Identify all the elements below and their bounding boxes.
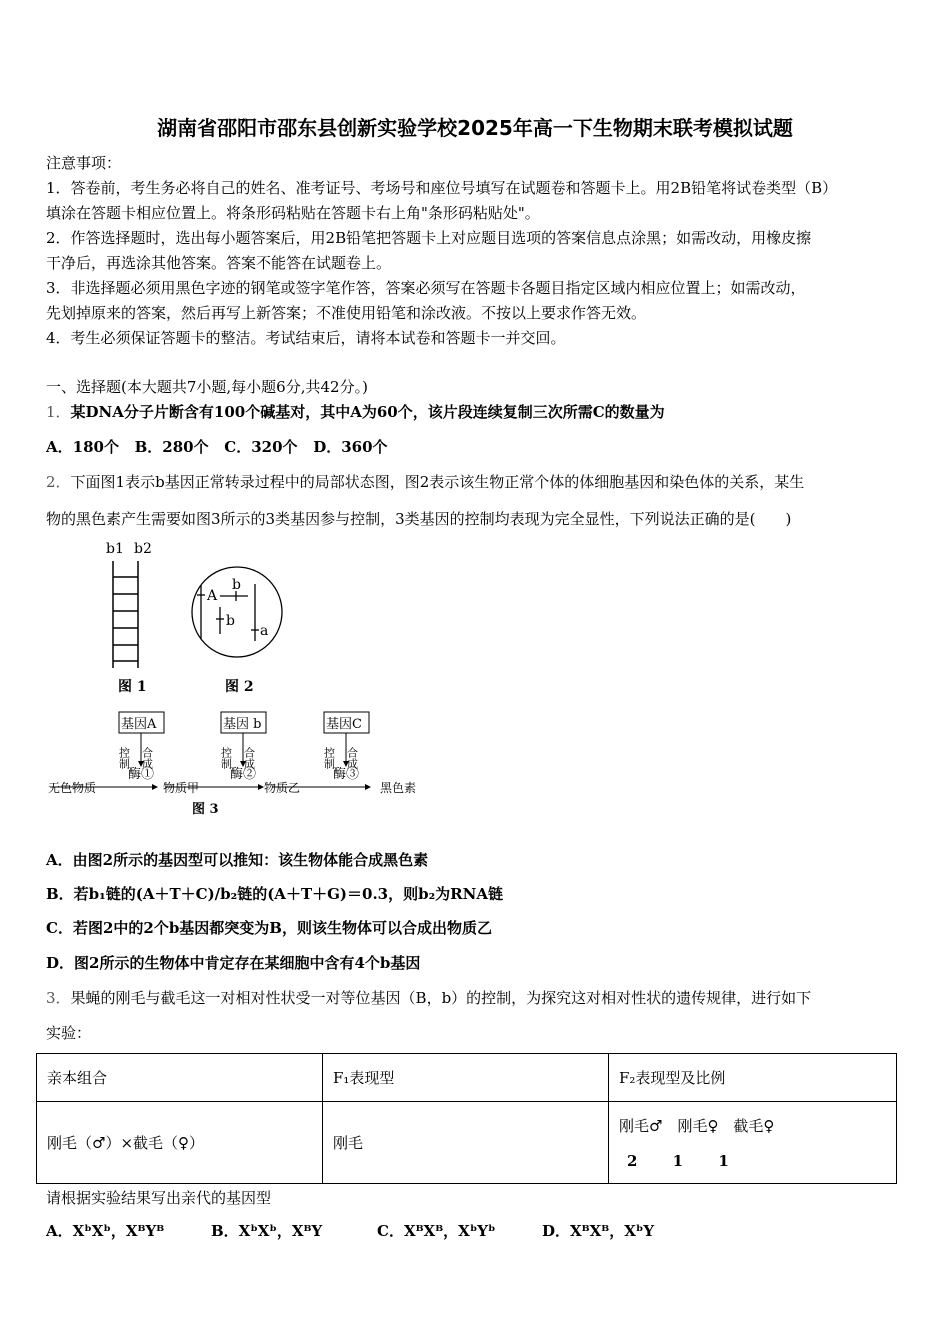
substance-label: 黑色素 [380,781,417,795]
gene-b-label: b [226,613,235,629]
note-line: 填涂在答题卡相应位置上。将条形码粘贴在答题卡右上角"条形码粘贴处"。 [46,204,540,222]
option-b[interactable]: B．若b₁链的(A＋T＋C)/b₂链的(A＋T＋G)＝0.3，则b₂为RNA链 [46,885,503,903]
option-a[interactable]: A．由图2所示的基因型可以推知：该生物体能合成黑色素 [46,851,429,869]
strand-b1-label: b1 [106,541,124,557]
table-header-row [37,1054,897,1102]
gene-a-label: a [260,623,269,639]
option-b[interactable]: B．280个 [134,438,209,456]
figure-2-caption: 图 2 [225,679,254,695]
note-line: 先划掉原来的答案，然后再写上新答案；不准使用铅笔和涂改液。不按以上要求作答无效。 [46,304,647,322]
note-line: 3．非选择题必须用黑色字迹的钢笔或签字笔作答，答案必须写在答题卡各题目指定区域内相应位置上；如需改动， [46,279,806,297]
control-label: 控制 [322,747,336,769]
question-number: 1． [46,403,71,421]
experiment-table [36,1053,897,1184]
question-3-prompt: 请根据实验结果写出亲代的基因型 [46,1189,272,1207]
substance-label: 无色物质 [48,781,97,795]
notes-heading: 注意事项： [46,154,122,172]
figure-1-caption: 图 1 [118,679,147,695]
gene-A-label: A [207,588,218,604]
note-line: 2．作答选择题时，选出每小题答案后，用2B铅笔把答题卡上对应题目选项的答案信息点涂黑；如需改动，用橡皮擦 [46,229,812,247]
question-3-line-1 [46,987,811,1008]
question-number: 2． [46,473,71,491]
enzyme-label: 酶② [230,767,257,782]
table-header: F₂表现型及比例 [609,1054,897,1102]
enzyme-label: 酶① [128,767,155,782]
gene-box: 基因C [326,717,362,732]
note-line: 1．答卷前，考生务必将自己的姓名、准考证号、考场号和座位号填写在试题卷和答题卡上。用2B铅笔将试卷类型（B） [46,179,838,197]
question-number: 3． [46,989,71,1007]
table-cell: 刚毛（♂）×截毛（♀） [37,1102,323,1184]
option-c[interactable]: C．320个 [224,438,298,456]
gene-box: 基因A [121,717,157,732]
synthesis-label: 合成 [242,747,256,769]
table-row [37,1102,897,1184]
gene-box: 基因 b [223,717,262,732]
table-cell: 刚毛 [323,1102,609,1184]
figure-3-caption: 图 3 [192,802,219,817]
option-d[interactable]: D．360个 [313,438,388,456]
gene-b-label: b [232,577,241,593]
option-a[interactable]: A．XᵇXᵇ，XᴮYᴮ [46,1222,165,1240]
section-heading: 一、选择题(本大题共7小题,每小题6分,共42分。) [46,378,368,396]
f2-phenotypes: 刚毛♂ 刚毛♀ 截毛♀ [619,1116,775,1135]
question-text: 下面图1表示b基因正常转录过程中的局部状态图，图2表示该生物正常个体的体细胞基因和染色体的关系，某生 [70,473,805,491]
synthesis-label: 合成 [140,747,154,769]
f2-ratio: 2 1 1 [627,1151,729,1170]
question-1 [46,401,665,422]
option-c[interactable]: C．XᴮXᴮ，XᵇYᵇ [377,1222,496,1240]
question-2-line-2: 物的黑色素产生需要如图3所示的3类基因参与控制，3类基因的控制均表现为完全显性，下列说法正确的是( ) [46,510,792,528]
enzyme-label: 酶③ [333,767,360,782]
control-label: 控制 [219,747,233,769]
table-header: F₁表现型 [323,1054,609,1102]
figure-1-dna-ladder [113,561,138,668]
question-3-line-2: 实验： [46,1024,92,1042]
substance-label: 物质甲 [163,781,200,795]
option-b[interactable]: B．XᵇXᵇ，XᴮY [211,1222,323,1240]
question-1-options [46,436,388,457]
note-line: 干净后，再选涂其他答案。答案不能答在试题卷上。 [46,254,392,272]
strand-b2-label: b2 [134,541,152,557]
table-cell [609,1102,897,1184]
option-d[interactable]: D．图2所示的生物体中肯定存在某细胞中含有4个b基因 [46,954,421,972]
option-d[interactable]: D．XᴮXᴮ，XᵇY [542,1222,655,1240]
option-c[interactable]: C．若图2中的2个b基因都突变为B，则该生物体可以合成出物质乙 [46,919,492,937]
question-text: 某DNA分子片断含有100个碱基对，其中A为60个，该片段连续复制三次所需C的数量为 [70,403,665,421]
table-header: 亲本组合 [37,1054,323,1102]
control-label: 控制 [117,747,131,769]
gene-figure [40,533,440,823]
question-text: 果蝇的刚毛与截毛这一对相对性状受一对等位基因（B，b）的控制，为探究这对相对性状的遗传规律，进行如下 [70,989,812,1007]
figure-3-pathway [48,712,416,817]
option-a[interactable]: A．180个 [46,438,119,456]
question-2-line-1 [46,471,804,492]
synthesis-label: 合成 [345,747,359,769]
substance-label: 物质乙 [264,781,301,795]
note-line: 4．考生必须保证答题卡的整洁。考试结束后，请将本试卷和答题卡一并交回。 [46,329,566,347]
page-title: 湖南省邵阳市邵东县创新实验学校2025年高一下生物期末联考模拟试题 [157,116,793,140]
